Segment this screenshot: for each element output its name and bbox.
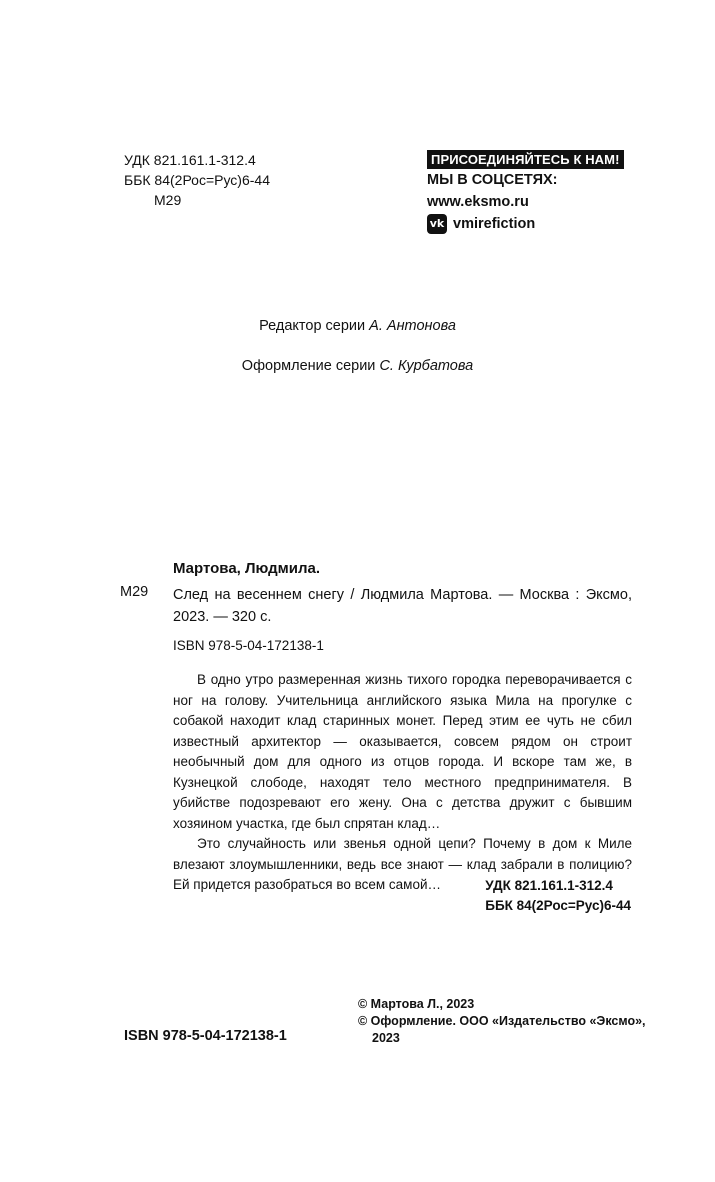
- udk-code: УДК 821.161.1-312.4: [124, 152, 256, 168]
- social-subtitle: МЫ В СОЦСЕТЯХ:: [427, 172, 558, 188]
- annotation-paragraph-1: В одно утро размеренная жизнь тихого городка переворачивается с ног на голову. Учительница английского языка Мила на прогулке с собакой находит клад старинных монет. Перед этим ее чуть не сбил известный архитектор — оказывается, совсем рядом он строит необычный дом для одного из отцов города. И вскоре там же, в Кузнецкой слободе, находят тело местного предпринимателя. В убийстве подозревают его жену. Она с детства дружит с бывшим хозяином участка, где был спрятан клад…: [173, 672, 632, 831]
- vk-icon: vk: [427, 214, 447, 234]
- social-banner: ПРИСОЕДИНЯЙТЕСЬ К НАМ!: [427, 150, 624, 169]
- footer-bbk: ББК 84(2Рос=Рус)6-44: [485, 898, 631, 913]
- bbk-code: ББК 84(2Рос=Рус)6-44: [124, 172, 270, 188]
- footer-codes: [485, 876, 631, 916]
- bib-author: Мартова, Людмила.: [173, 560, 321, 577]
- editor-label: Редактор серии: [259, 318, 366, 334]
- bib-mark: М29: [120, 584, 149, 600]
- bib-record: След на весеннем снегу / Людмила Мартова. — Москва : Эксмо, 2023. — 320 с.: [173, 587, 632, 625]
- website-link[interactable]: www.eksmo.ru: [427, 194, 529, 210]
- design-name: С. Курбатова: [379, 358, 474, 374]
- copyright-design: © Оформление. ООО «Издательство «Эксмо»,: [358, 1014, 646, 1028]
- footer-udk: УДК 821.161.1-312.4: [485, 878, 613, 893]
- copyright-year: 2023: [372, 1031, 400, 1045]
- author-mark: М29: [154, 192, 182, 208]
- vk-link[interactable]: [427, 213, 637, 235]
- annotation-paragraph-2: Это случайность или звенья одной цепи? Почему в дом к Миле влезают злоумышленники, ведь все знают — клад забрали в полицию? Ей придется разобраться во всем самой…: [173, 836, 632, 892]
- copyright-block: [358, 996, 648, 1047]
- classification-codes: [124, 150, 270, 210]
- editor-credit: [0, 318, 715, 334]
- vk-handle: vmirefiction: [453, 216, 536, 232]
- editor-name: А. Антонова: [369, 318, 456, 334]
- social-block: [427, 150, 637, 235]
- annotation: [173, 670, 632, 896]
- bib-isbn: ISBN 978-5-04-172138-1: [173, 638, 324, 653]
- design-label: Оформление серии: [241, 358, 376, 374]
- footer-isbn: ISBN 978-5-04-172138-1: [124, 1028, 287, 1044]
- design-credit: [0, 358, 715, 374]
- copyright-author: © Мартова Л., 2023: [358, 997, 475, 1011]
